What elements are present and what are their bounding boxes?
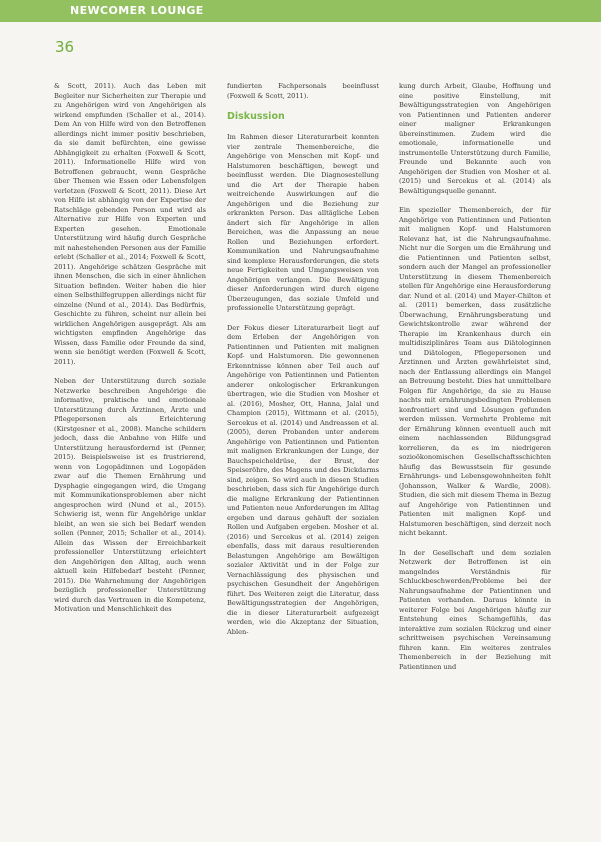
column-right bbox=[399, 82, 551, 682]
paragraph: In der Gesellschaft und dem sozialen Netzwerk der Betroffenen ist ein mangelndes Verständnis für Schluckbeschwerden/Probleme bei der Nahrungsaufnahme der Patientinnen und Patienten vorhanden. Daraus könnte in weiterer Folge bei Angehörigen häufig zur Entstehung eines Schamgefühls, das interaktive zum sozialen Rückzug und einer schrittweisen psychischen Vereinsamung führen kann. Ein weiteres zentrales Themenbereich in der Beziehung mit Patientinnen und bbox=[399, 548, 551, 671]
page-number: 36 bbox=[55, 38, 75, 56]
paragraph: Der Fokus dieser Literaturarbeit liegt auf dem Erleben der Angehörigen von Patientinnen und Patienten mit malignen Kopf- und Halstumoren. Die gewonnenen Erkenntnisse können aber Teil auch auf Angehörige von Patientinnen und Patienten anderer onkologischer Erkrankungen übertragen, wie die Studien von Mosher et al. (2016), Mosher, Ott, Hanna, Jalal und Champion (2015), Wittmann et al. (2015), Sercekus et al. (2014) und Andreassen et al. (2005), deren Probanden unter anderem Angehörige von Patientinnen und Patienten mit malignen Erkrankungen der Lunge, der Bauchspeicheldrüse, der Brust, der Speiseröhre, des Magens und des Dickdarms sind, zeigen. So wird auch in diesen Studien beschrieben, dass sich für Angehörige durch die maligne Erkrankung der Patientinnen und Patienten neue Anforderungen im Alltag ergeben und daraus gehäuft der sozialen Rollen und Aufgaben ergeben. Mosher et al. (2016) und Sercekus et al. (2014) zeigen ebenfalls, dass mit daraus resultierenden Belastungen Angehörige am Bewältigen sozialer Aktivität und in der Folge zur Vernachlässigung des physischen und psychischen Gesundheit der Angehörigen führt. Des Weiteren zeigt die Literatur, dass Bewältigungsstrategien der Angehörigen, die in dieser Literaturarbeit aufgezeigt werden, wie die Akzeptanz der Situation, Ablen- bbox=[227, 323, 379, 636]
paragraph: fundierten Fachpersonals beeinflusst (Foxwell & Scott, 2011). bbox=[227, 82, 379, 100]
column-middle bbox=[227, 82, 379, 647]
paragraph: & Scott, 2011). Auch das Leben mit Begleiter nur Sicherheiten zur Therapie und zu Angehörigen wird von Angehörigen als wirkend empfunden (Schaller et al., 2014). Dem An von Hilfe wird von den Betroffenen allerdings nicht immer positiv beschrieben, da sie damit befürchten, eine gewisse Abhängigkeit zu erhalten (Foxwell & Scott, 2011). Informationelle Hilfe wird von Betroffenen gebraucht, wenn Gespräche über Themen wie Essen oder Lebensfolgen verletzen (Foxwell & Scott, 2011). Diese Art von Hilfe ist abhängig von der Expertise der Ratschläge gebenden Person und wird als Alternative zur Hilfe von Experten und Experten gesehen. Emotionale Unterstützung wird häufig durch Gespräche mit nahestehenden Personen aus der Familie erlebt (Schaller et al., 2014; Foxwell & Scott, 2011). Angehörige schätzen Gespräche mit ihnen Menschen, die sich in einer ähnlichen Situation befinden. Weiter haben die hier einen Selbsthilfegruppen allerdings nicht für einzelne (Nund et al., 2014). Das Bedürfnis, Geschichte zu führen, scheint nur allein bei wirklichen Angehörigen ausgeprägt. Als am wichtigsten empfinden Angehörige das Wissen, dass Familie oder Freunde da sind, wenn sie benötigt werden (Foxwell & Scott, 2011). bbox=[54, 82, 206, 366]
column-left bbox=[54, 82, 206, 625]
paragraph: Ein spezieller Themenbereich, der für Angehörige von Patientinnen und Patienten mit malignen Kopf- und Halstumoren Relevanz hat, ist die Nahrungsaufnahme. Nicht nur die Sorgen um die Ernährung und die Patientinnen und Patienten selbst, sondern auch der Mangel an professioneller Unterstützung in diesem Themenbereich stellen für Angehörige eine Herausforderung dar. Nund et al. (2014) und Mayer-Chilton et al. (2011) bemerken, dass zusätzliche Überwachung, Ernährungsberatung und Gewichtskontrolle zwar während der Therapie im Krankenhaus durch ein multidisziplinäres Team aus Diätologinnen und Diätologen, Pflegepersonen und Ärztinnen und Ärzten gewährleistet sind, nach der Entlassung allerdings ein Mangel an Betreuung besteht. Dies hat unmittelbare Folgen für Angehörige, da sie zu Hause nachts mit ernährungsbedingten Problemen konfrontiert sind und Lösungen gefunden werden müssen. Vermehrte Probleme mit der Ernährung können eventuell auch mit einem nachlassenden Bildungsgrad korrelieren, da es im niedrigeren sozioökonomischen Gesellschaftsschichten häufig das Bewusstsein für gesunde Ernährungs- und Lebensgewohnheiten fehlt (Johansson, Walker & Wardle, 2008). Studien, die sich mit diesem Thema in Bezug auf Angehörige von Patientinnen und Patienten mit malignen Kopf- und Halstumoren beschäftigen, sind derzeit noch nicht bekannt. bbox=[399, 206, 551, 537]
paragraph: kung durch Arbeit, Glaube, Hoffnung und eine positive Einstellung, mit Bewältigungsstrategien von Angehörigen von Patientinnen und Patienten anderer einer maligner Erkrankungen übereinstimmen. Zudem wird die emotionale, informationelle und instrumentelle Unterstützung durch Familie, Freunde und Bekannte auch von Angehörigen der Studien von Mosher et al. (2015) und Sercekus et al. (2014) als Bewältigungsquelle genannt. bbox=[399, 82, 551, 195]
section-heading: Diskussion bbox=[227, 111, 285, 122]
paragraph: Im Rahmen dieser Literaturarbeit konnten vier zentrale Themenbereiche, die Angehörige von Menschen mit Kopf- und Halstumoren beschäftigen, bewegt und beeinflusst werden. Die Diagnosestellung und die Art der Therapie haben weitreichende Auswirkungen auf die Angehörigen und die Beziehung zur erkrankten Person. Das alltägliche Leben ändert sich für Angehörige in allen Bereichen, was die Anpassung an neue Rollen und Beziehungen erfordert. Kommunikation und Nahrungsaufnahme sind komplexe Herausforderungen, die stets neue Fertigkeiten und Umgangsweisen von Angehörigen verlangen. Die Bewältigung dieser Anforderungen wird durch eigene Überzeugungen, das soziale Umfeld und professionelle Unterstützung geprägt. bbox=[227, 133, 379, 312]
section-title: NEWCOMER LOUNGE bbox=[70, 4, 204, 17]
paragraph: Neben der Unterstützung durch soziale Netzwerke beschreiben Angehörige die informative, praktische und emotionale Unterstützung durch Ärztinnen, Ärzte und Pflegepersonen als Erleichterung (Kirstgesner et al., 2008). Manche schildern jedoch, dass die Anbahne von Hilfe und Unterstützung herausfordernd ist (Penner, 2015). Beispielsweise ist es frustrierend, wenn von Logopädinnen und Logopäden zwar auf die Themen Ernährung und Dysphagie eingegangen wird, die Umgang mit Kommunikationsproblemen aber nicht angesprochen wird (Nund et al., 2015). Schwierig ist, wenn für Angehörige unklar bleibt, an wen sie sich bei Bedarf wenden sollen (Penner, 2015; Schaller et al., 2014). Allein das Wissen der Erreichbarkeit professioneller Unterstützung erleichtert den Angehörigen den Alltag, auch wenn aktuell kein Hilfebedarf besteht (Penner, 2015). Die Wahrnehmung der Angehörigen bezüglich professioneller Unterstützung wird durch das Vertrauen in die Kompetenz, Motivation und Menschlichkeit des bbox=[54, 377, 206, 613]
